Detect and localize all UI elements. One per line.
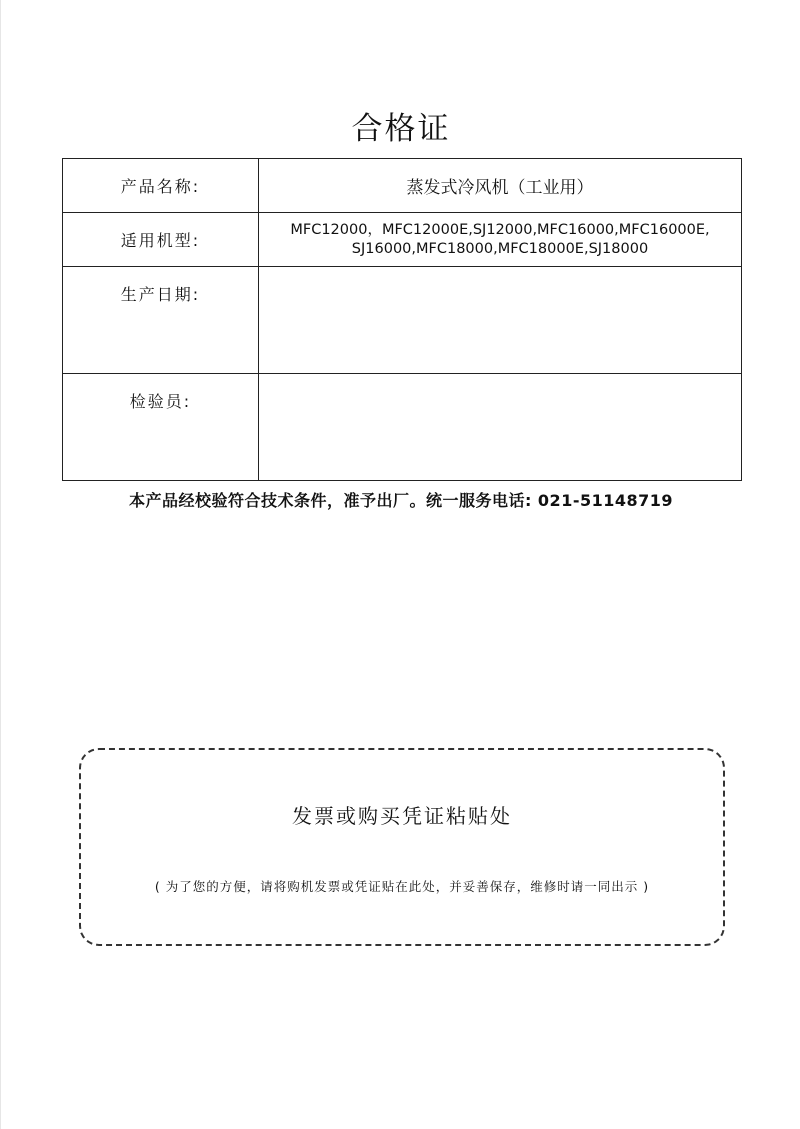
applicable-models-label: 适用机型: [63,213,259,267]
production-date-value [259,267,742,374]
invoice-area-note: ( 为了您的方便，请将购机发票或凭证贴在此处，并妥善保存，维修时请一同出示 ) [154,879,650,894]
table-row-inspector [63,374,742,481]
table-row-applicable-models [63,213,742,267]
table-row-product-name [63,159,742,213]
invoice-area-title: 发票或购买凭证粘贴处 [292,804,512,828]
product-name-value: 蒸发式冷风机（工业用） [259,159,742,213]
service-footnote: 本产品经校验符合技术条件，准予出厂。统一服务电话: 021-51148719 [128,491,674,510]
table-row-production-date [63,267,742,374]
production-date-label: 生产日期: [63,267,259,374]
applicable-models-line-1: MFC12000，MFC12000E,SJ12000,MFC16000,MFC16000E, [290,221,710,238]
invoice-paste-area [79,748,725,946]
certificate-table [62,158,742,481]
product-name-label: 产品名称: [63,159,259,213]
inspector-label: 检验员: [63,374,259,481]
page-title: 合格证 [351,111,451,147]
applicable-models-line-2: SJ16000,MFC18000,MFC18000E,SJ18000 [351,240,649,257]
inspector-value [259,374,742,481]
applicable-models-value [259,213,742,267]
